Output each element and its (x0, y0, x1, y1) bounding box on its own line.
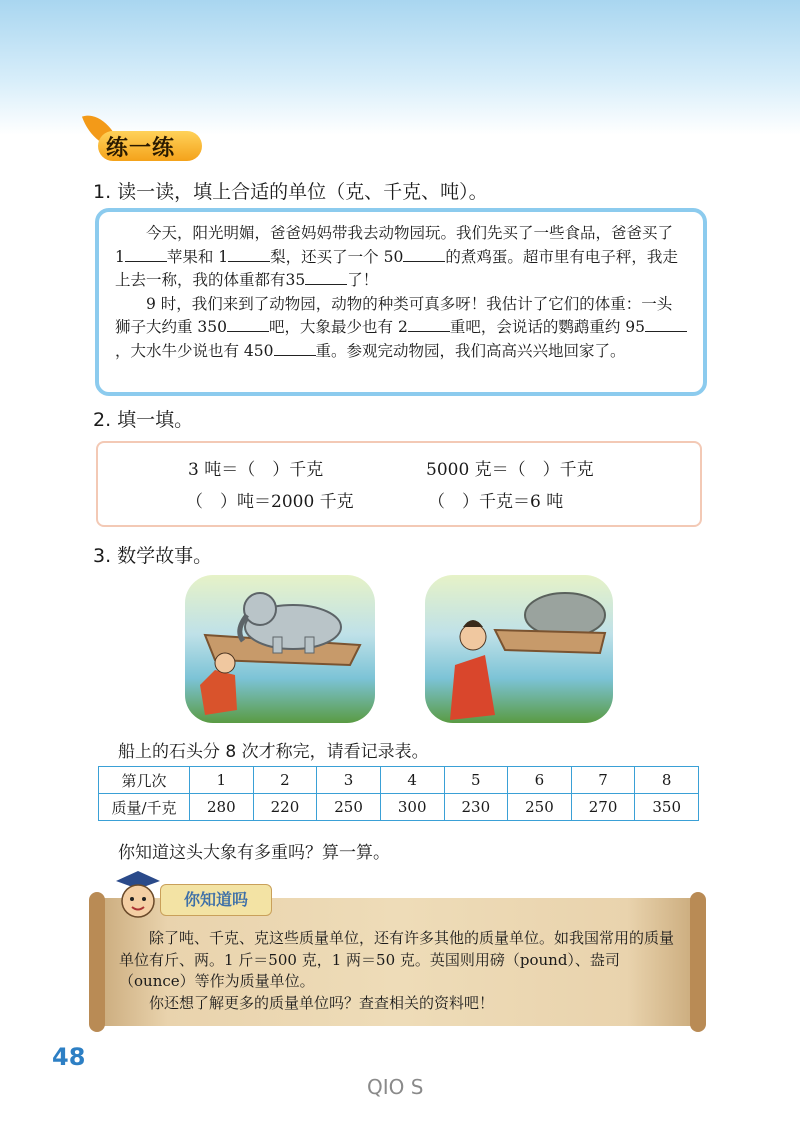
conversion-1: 3 吨＝（ ）千克 (188, 460, 324, 480)
blank-field[interactable] (645, 317, 687, 332)
conversion-2: 5000 克＝（ ）千克 (426, 460, 594, 480)
section-title: 练一练 (106, 136, 176, 161)
weighing-record-table (98, 766, 699, 821)
table-cell: 230 (444, 794, 508, 821)
know-paragraph-1: 除了吨、千克、克这些质量单位，还有许多其他的质量单位。如我国常用的质量单位有斤、两。1 斤＝500 克，1 两＝50 克。英国则用磅（pound）、盎司（ounce）等作为质量单位。 (119, 929, 675, 990)
scholar-kid-icon (110, 867, 166, 927)
question-3-label: 3. 数学故事。 (93, 545, 213, 567)
question-1-label: 1. 读一读，填上合适的单位（克、千克、吨）。 (93, 181, 488, 203)
paragraph-1: 今天，阳光明媚，爸爸妈妈带我去动物园玩。我们先买了一些食品，爸爸买了 1 苹果和 1 梨，还买了一个 50 的煮鸡蛋。超市里有电子秤，我走上去一称，我的体重都有35 了！ (115, 224, 678, 289)
blank-field[interactable] (228, 247, 270, 262)
table-cell: 350 (635, 794, 699, 821)
table-row (99, 767, 699, 794)
table-cell: 第几次 (99, 767, 190, 794)
blank-field[interactable] (274, 341, 316, 356)
table-cell: 2 (253, 767, 317, 794)
elephant-question: 你知道这头大象有多重吗？算一算。 (118, 843, 390, 863)
blank-field[interactable] (125, 247, 167, 262)
section-title-badge (88, 125, 208, 165)
table-cell: 300 (380, 794, 444, 821)
page-number: 48 (52, 1043, 86, 1071)
watermark: QIO S (367, 1075, 424, 1099)
did-you-know-badge: 你知道吗 (160, 884, 272, 916)
blank-field[interactable] (408, 317, 450, 332)
table-cell: 7 (571, 767, 635, 794)
header-band (0, 0, 800, 135)
fill-box (96, 441, 702, 527)
table-cell: 220 (253, 794, 317, 821)
table-intro: 船上的石头分 8 次才称完，请看记录表。 (118, 742, 429, 762)
table-cell: 5 (444, 767, 508, 794)
conversion-4: （ ）千克＝6 吨 (428, 492, 564, 512)
did-you-know-scroll (95, 898, 700, 1026)
conversion-3: （ ）吨＝2000 千克 (186, 492, 354, 512)
question-2-label: 2. 填一填。 (93, 409, 194, 431)
table-cell: 280 (190, 794, 254, 821)
table-cell: 8 (635, 767, 699, 794)
reading-box (95, 208, 707, 396)
blank-field[interactable] (305, 270, 347, 285)
table-cell: 1 (190, 767, 254, 794)
boy-by-river-illustration (425, 575, 613, 723)
table-cell: 6 (508, 767, 572, 794)
paragraph-2: 9 时，我们来到了动物园，动物的种类可真多呀！我估计了它们的体重：一头狮子大约重 350 吧，大象最少也有 2 重吧，会说话的鹦鹉重约 95，大水牛少说也有 450 重。参观完动物园，我们高高兴兴地回家了。 (115, 293, 687, 364)
table-row (99, 794, 699, 821)
know-paragraph-2: 你还想了解更多的质量单位吗？查查相关的资料吧！ (149, 993, 495, 1012)
elephant-boat-illustration (185, 575, 375, 723)
table-cell: 250 (317, 794, 381, 821)
table-cell: 4 (380, 767, 444, 794)
table-cell: 3 (317, 767, 381, 794)
blank-field[interactable] (403, 247, 445, 262)
table-cell: 270 (571, 794, 635, 821)
table-cell: 250 (508, 794, 572, 821)
table-cell: 质量/千克 (99, 794, 190, 821)
blank-field[interactable] (227, 317, 269, 332)
